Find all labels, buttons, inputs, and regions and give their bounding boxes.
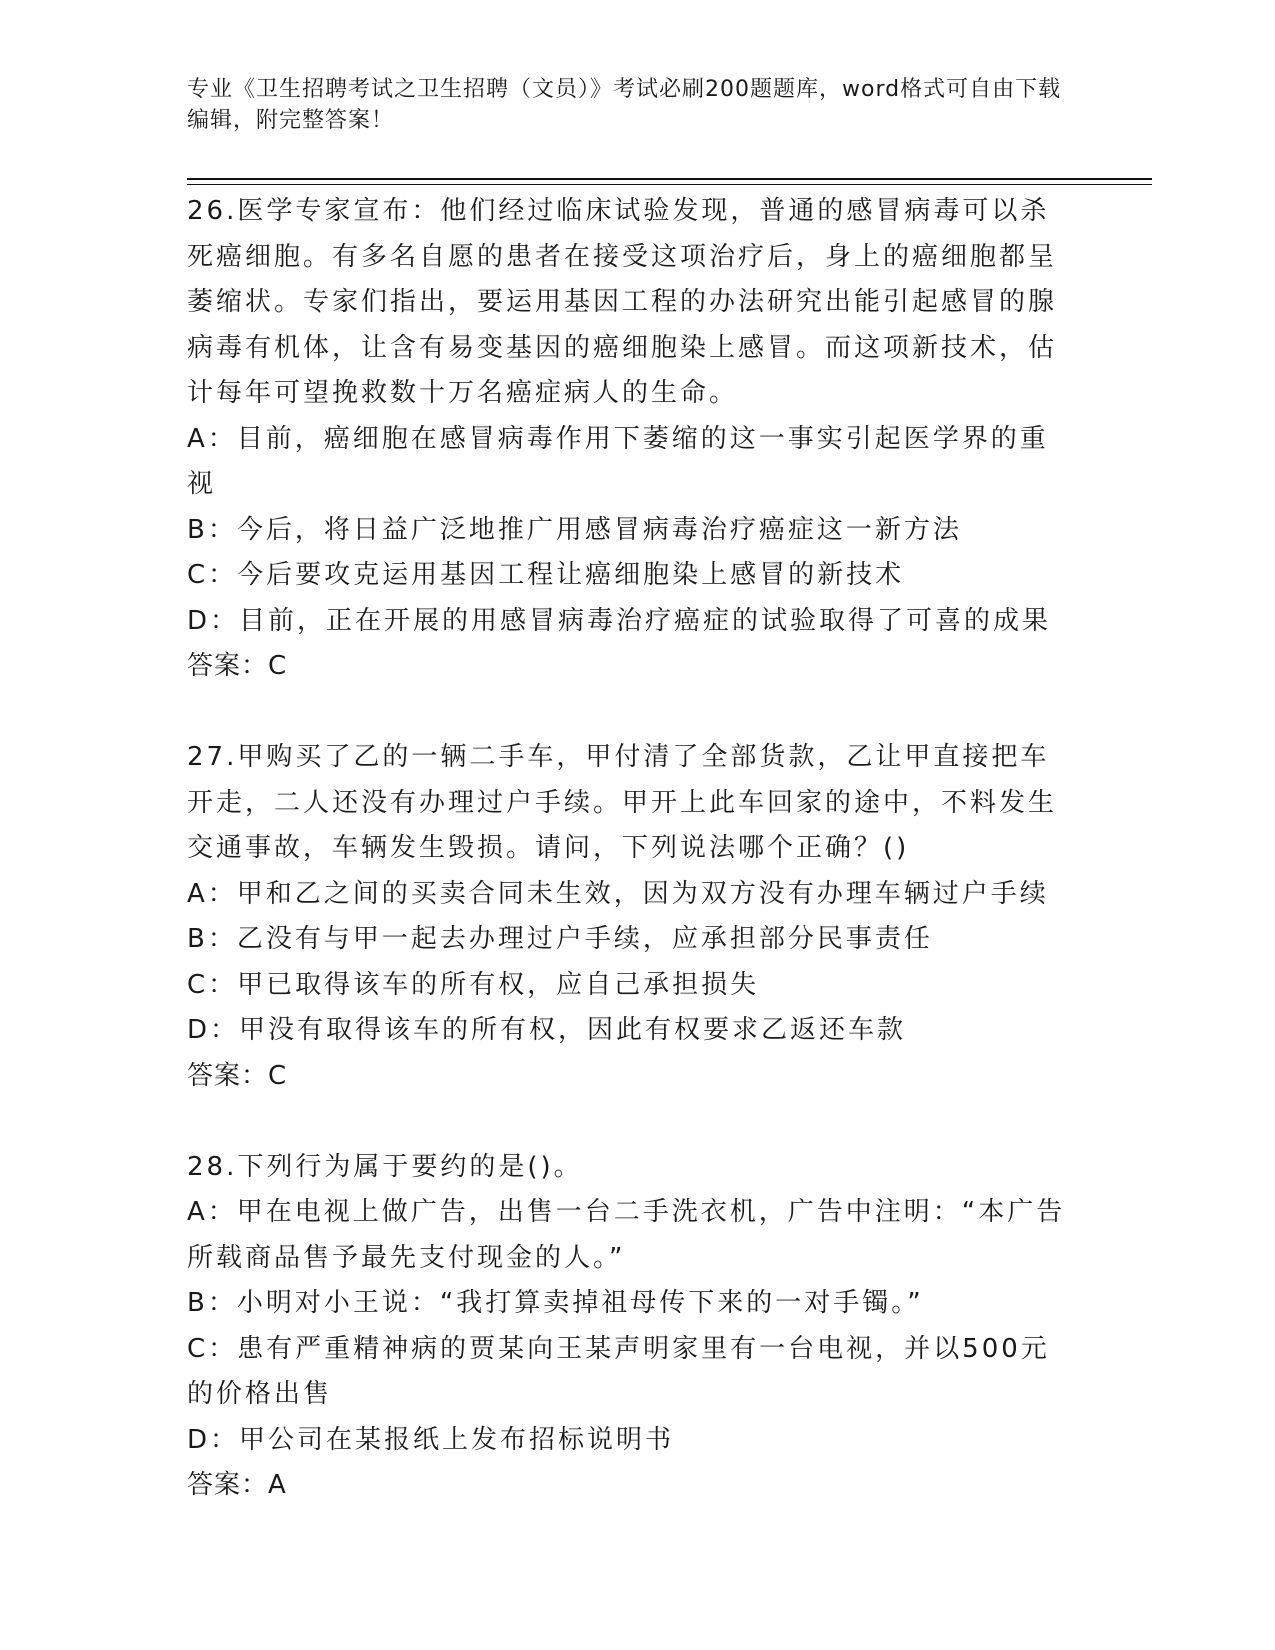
answer-line: 答案：C xyxy=(187,1060,288,1091)
header-divider-thick xyxy=(187,178,1152,180)
option-b: B：小明对小王说：“我打算卖掉祖母传下来的一对手镯。” xyxy=(187,1288,924,1318)
option-a: A：甲在电视上做广告，出售一台二手洗衣机，广告中注明：“本广告所载商品售予最先支付现金的人。” xyxy=(187,1197,1066,1273)
header-divider-thin xyxy=(187,184,1152,185)
option-c: C：今后要攻克运用基因工程让癌细胞染上感冒的新技术 xyxy=(187,560,905,590)
option-d: D：甲公司在某报纸上发布招标说明书 xyxy=(187,1424,675,1455)
option-b: B：今后，将日益广泛地推广用感冒病毒治疗癌症这一新方法 xyxy=(187,514,962,545)
question-26 xyxy=(187,189,1067,690)
question-stem: 27.甲购买了乙的一辆二手车，甲付清了全部货款，乙让甲直接把车开走，二人还没有办理过户手续。甲开上此车回家的途中，不料发生交通事故，车辆发生毁损。请问，下列说法哪个正确？() xyxy=(187,742,1058,863)
question-stem: 28.下列行为属于要约的是()。 xyxy=(187,1151,583,1182)
question-28 xyxy=(187,1145,1067,1509)
document-header: 专业《卫生招聘考试之卫生招聘（文员）》考试必刷200题题库，word格式可自由下载编辑，附完整答案！ xyxy=(187,77,1062,133)
answer-line: 答案：A xyxy=(187,1470,287,1500)
question-stem: 26.医学专家宣布：他们经过临床试验发现，普通的感冒病毒可以杀死癌细胞。有多名自愿的患者在接受这项治疗后，身上的癌细胞都呈萎缩状。专家们指出，要运用基因工程的办法研究出能引起感冒的腺病毒有机体，让含有易变基因的癌细胞染上感冒。而这项新技术，估计每年可望挽救数十万名癌症病人的生命。 xyxy=(187,196,1058,408)
option-b: B：乙没有与甲一起去办理过户手续，应承担部分民事责任 xyxy=(187,924,933,954)
question-list xyxy=(187,189,1067,1509)
option-c: C：患有严重精神病的贾某向王某声明家里有一台电视，并以500元的价格出售 xyxy=(187,1333,1050,1409)
option-a: A：目前，癌细胞在感冒病毒作用下萎缩的这一事实引起医学界的重视 xyxy=(187,423,1049,499)
option-c: C：甲已取得该车的所有权，应自己承担损失 xyxy=(187,969,760,1000)
option-d: D：目前，正在开展的用感冒病毒治疗癌症的试验取得了可喜的成果 xyxy=(187,605,1052,636)
option-a: A：甲和乙之间的买卖合同未生效，因为双方没有办理车辆过户手续 xyxy=(187,878,1049,909)
option-d: D：甲没有取得该车的所有权，因此有权要求乙返还车款 xyxy=(187,1015,907,1045)
question-27 xyxy=(187,735,1067,1099)
answer-line: 答案：C xyxy=(187,651,288,681)
